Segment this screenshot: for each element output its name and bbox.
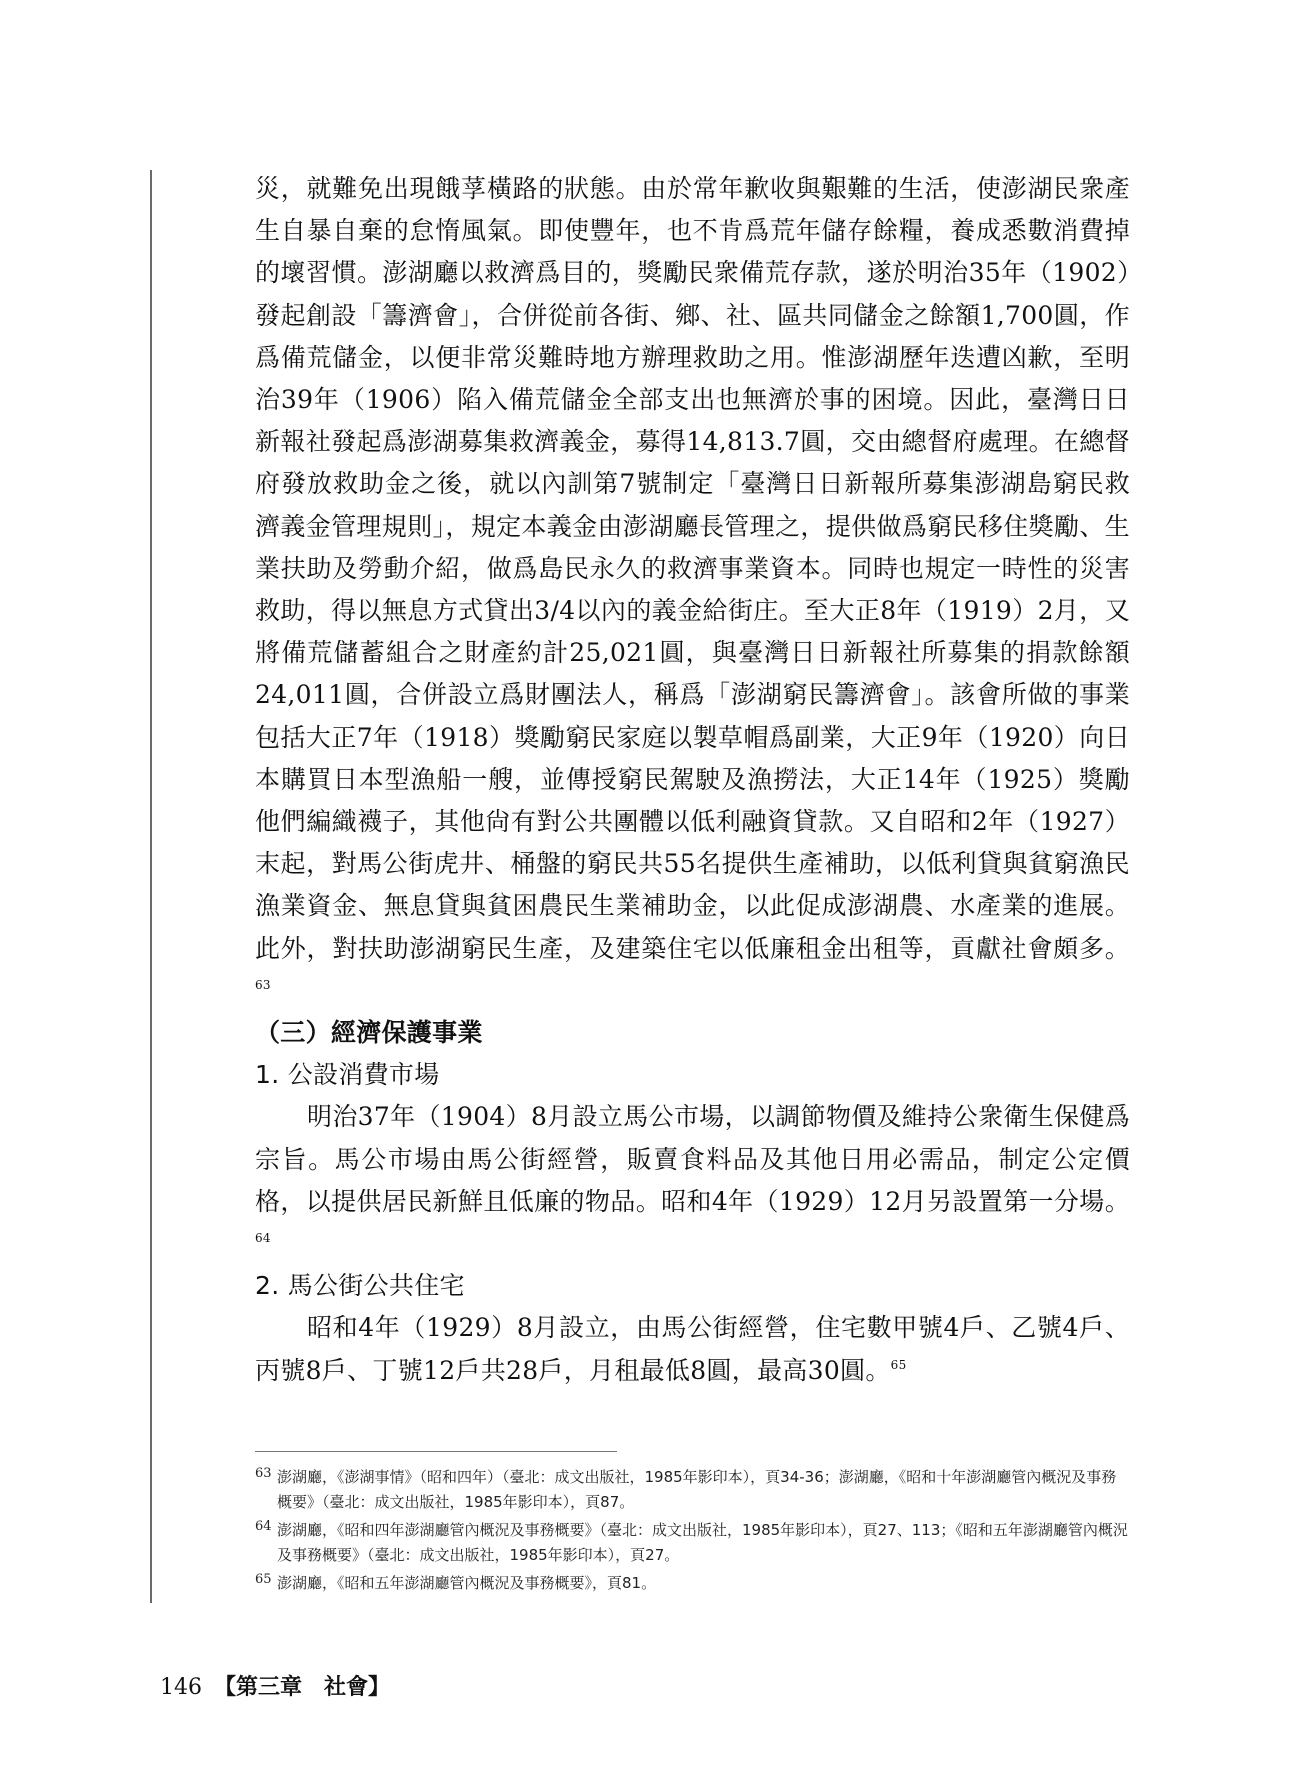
footnote-text: 澎湖廳，《昭和四年澎湖廳管內概況及事務概要》（臺北：成文出版社，1985年影印本），頁27、113；《昭和五年澎湖廳管內概況及事務概要》（臺北：成文出版社，1985年影印本），頁27。 [277,1521,1128,1564]
page-footer [160,1670,390,1701]
subsection-heading-market: 1. 公設消費市場 [255,1060,440,1090]
margin-rule [150,170,152,1603]
footnote-64 [255,1518,1130,1568]
chapter-label: 【第三章 社會】 [214,1674,391,1700]
footnote-divider [255,1451,617,1452]
paragraph-1 [255,168,1130,1012]
footnote-ref-65[interactable]: 65 [890,1357,907,1372]
footnote-number: 64 [255,1519,272,1534]
footnote-63 [255,1465,1130,1515]
subsection-heading-housing: 2. 馬公街公共住宅 [255,1271,465,1301]
paragraph-market [255,1096,1130,1265]
body-text [255,168,1130,1392]
footnote-number: 65 [255,1572,272,1587]
paragraph-market-text: 明治37年（1904）8月設立馬公市場，以調節物價及維持公衆衛生保健爲宗旨。馬公市場由馬公街經營，販賣食料品及其他日用必需品，制定公定價格，以提供居民新鮮且低廉的物品。昭和4年（1929）12月另設置第一分場。 [255,1102,1130,1216]
footnote-number: 63 [255,1466,272,1481]
paragraph-housing-text: 昭和4年（1929）8月設立，由馬公街經營，住宅數甲號4戶、乙號4戶、丙號8戶、丁號12戶共28戶，月租最低8圓，最高30圓。 [255,1313,1130,1385]
section-heading: （三）經濟保護事業 [255,1018,483,1048]
footnote-ref-64[interactable]: 64 [255,1231,271,1246]
footnote-ref-63[interactable]: 63 [255,977,271,992]
paragraph-housing [255,1307,1130,1391]
page-number: 146 [160,1675,202,1700]
footnote-65 [255,1571,1130,1596]
footnote-text: 澎湖廳，《昭和五年澎湖廳管內概況及事務概要》，頁81。 [277,1574,657,1592]
footnote-text: 澎湖廳，《澎湖事情》（昭和四年）（臺北：成文出版社，1985年影印本），頁34-36；澎湖廳，《昭和十年澎湖廳管內概況及事務概要》（臺北：成文出版社，1985年影印本），頁87。 [277,1468,1117,1511]
paragraph-1-text: 災，就難免出現餓莩橫路的狀態。由於常年歉收與艱難的生活，使澎湖民衆產生自暴自棄的怠惰風氣。即使豐年，也不肯爲荒年儲存餘糧，養成悉數消費掉的壞習慣。澎湖廳以救濟爲目的，獎勵民衆備荒存款，遂於明治35年（1902）發起創設「籌濟會」，合併從前各街、鄉、社、區共同儲金之餘額1,700圓，作爲備荒儲金，以便非常災難時地方辦理救助之用。惟澎湖歷年迭遭凶歉，至明治39年（1906）陷入備荒儲金全部支出也無濟於事的困境。因此，臺灣日日新報社發起爲澎湖募集救濟義金，募得14,813.7圓，交由總督府處理。在總督府發放救助金之後，就以內訓第7號制定「臺灣日日新報所募集澎湖島窮民救濟義金管理規則」，規定本義金由澎湖廳長管理之，提供做爲窮民移住獎勵、生業扶助及勞動介紹，做爲島民永久的救濟事業資本。同時也規定一時性的災害救助，得以無息方式貸出3/4以內的義金給街庄。至大正8年（1919）2月，又將備荒儲蓄組合之財產約計25,021圓，與臺灣日日新報社所募集的捐款餘額24,011圓，合併設立爲財團法人，稱爲「澎湖窮民籌濟會」。該會所做的事業包括大正7年（1918）獎勵窮民家庭以製草帽爲副業，大正9年（1920）向日本購買日本型漁船一艘，並傳授窮民駕駛及漁撈法，大正14年（1925）獎勵他們編織襪子，其他尙有對公共團體以低利融資貸款。又自昭和2年（1927）末起，對馬公街虎井、桶盤的窮民共55名提供生產補助，以低利貸與貧窮漁民漁業資金、無息貸與貧困農民生業補助金，以此促成澎湖農、水產業的進展。此外，對扶助澎湖窮民生產，及建築住宅以低廉租金出租等，貢獻社會頗多。 [255,174,1130,963]
footnotes [255,1465,1130,1599]
